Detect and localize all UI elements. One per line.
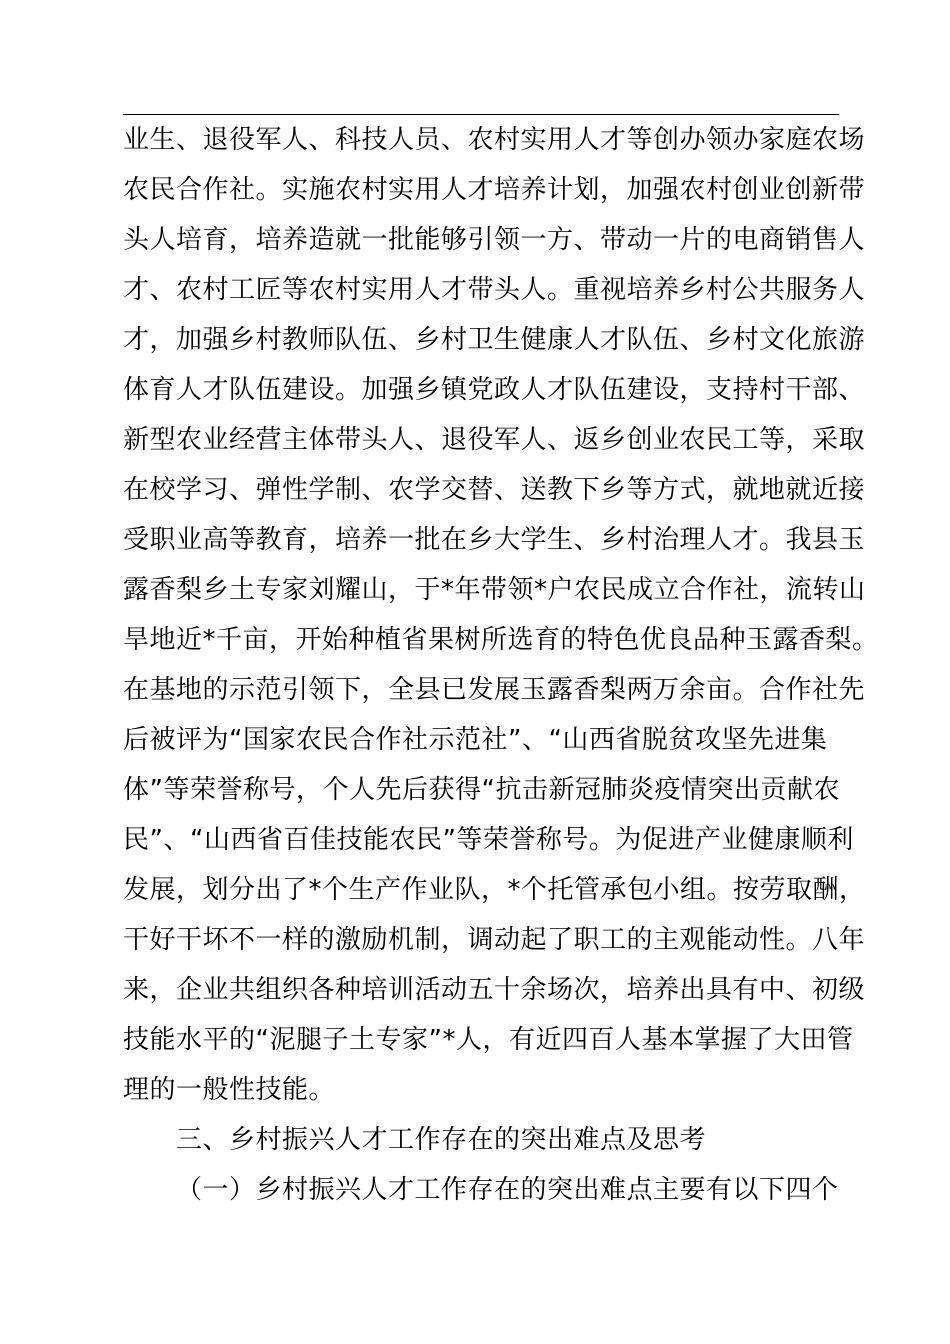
paragraph-line: 体”等荣誉称号，个人先后获得“抗击新冠肺炎疫情突出贡献农 — [123, 775, 840, 805]
paragraph-line: 头人培育，培养造就一批能够引领一方、带动一片的电商销售人 — [123, 225, 866, 255]
paragraph-line: 露香梨乡土专家刘耀山，于*年带领*户农民成立合作社，流转山 — [123, 575, 866, 605]
paragraph-line: 受职业高等教育，培养一批在乡大学生、乡村治理人才。我县玉 — [123, 525, 866, 555]
section-heading: 三、乡村振兴人才工作存在的突出难点及思考 — [176, 1125, 707, 1155]
paragraph-line: 发展，划分出了*个生产作业队，*个托管承包小组。按劳取酬， — [123, 875, 866, 905]
header-rule — [123, 114, 839, 115]
paragraph-line: 理的一般性技能。 — [123, 1075, 336, 1105]
paragraph-line: 体育人才队伍建设。加强乡镇党政人才队伍建设，支持村干部、 — [123, 375, 866, 405]
paragraph-line: 民”、“山西省百佳技能农民”等荣誉称号。为促进产业健康顺利 — [123, 825, 854, 855]
paragraph-line: 才，加强乡村教师队伍、乡村卫生健康人才队伍、乡村文化旅游 — [123, 325, 866, 355]
paragraph-line: 来，企业共组织各种培训活动五十余场次，培养出具有中、初级 — [123, 975, 866, 1005]
paragraph-line: 才、农村工匠等农村实用人才带头人。重视培养乡村公共服务人 — [123, 275, 866, 305]
paragraph-line: 业生、退役军人、科技人员、农村实用人才等创办领办家庭农场 — [123, 125, 866, 155]
paragraph-line: 在校学习、弹性学制、农学交替、送教下乡等方式，就地就近接 — [123, 475, 866, 505]
paragraph-line: 在基地的示范引领下，全县已发展玉露香梨两万余亩。合作社先 — [123, 675, 866, 705]
subsection-heading: （一）乡村振兴人才工作存在的突出难点主要有以下四个 — [176, 1175, 839, 1205]
paragraph-line: 干好干坏不一样的激励机制，调动起了职工的主观能动性。八年 — [123, 925, 866, 955]
paragraph-line: 农民合作社。实施农村实用人才培养计划，加强农村创业创新带 — [123, 175, 866, 205]
paragraph-line: 新型农业经营主体带头人、退役军人、返乡创业农民工等，采取 — [123, 425, 866, 455]
paragraph-line: 后被评为“国家农民合作社示范社”、“山西省脱贫攻坚先进集 — [123, 725, 828, 755]
paragraph-line: 旱地近*千亩，开始种植省果树所选育的特色优良品种玉露香梨。 — [123, 625, 879, 655]
paragraph-line: 技能水平的“泥腿子土专家”*人，有近四百人基本掌握了大田管 — [123, 1025, 854, 1055]
